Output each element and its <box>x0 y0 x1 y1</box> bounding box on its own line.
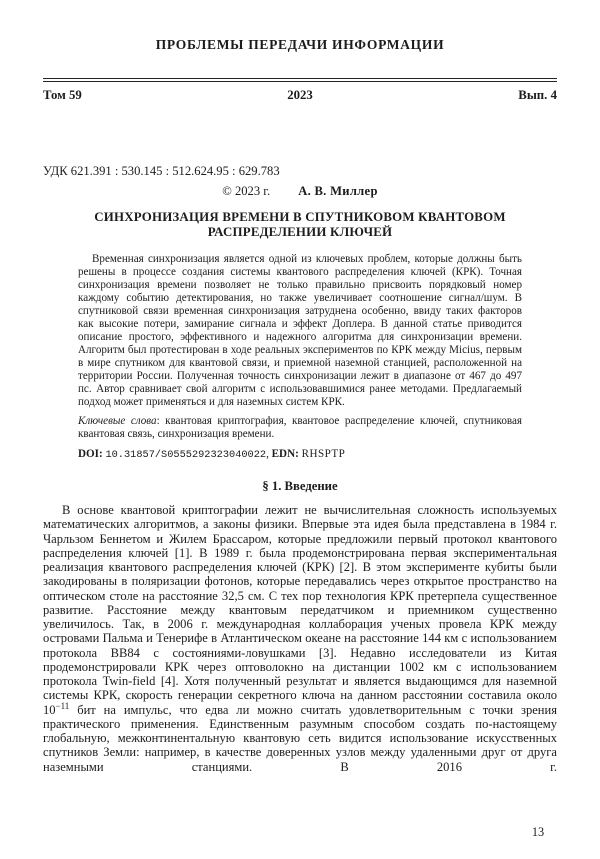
year-label: 2023 <box>287 88 313 102</box>
doi-edn-separator: , <box>266 448 272 460</box>
superscript-exponent: −11 <box>55 700 70 711</box>
paragraph-text-part1: В основе квантовой криптографии лежит не вычислительная сложность используемых математических алгоритмов, а законы физики. Впервые эта идея была представлена в 1984 г. Чарльзом Беннетом и Жилем Брассаром, которые предложили первый протокол квантового распределения ключей [1]. В 1989 г. была продемонстрирована первая экспериментальная реализация квантового распределения ключей (КРК) [2]. В этом эксперименте кубиты были закодированы в поляризации фотонов, которые передавались через открытое пространство на оптическом столе на расстояние 32,5 см. С тех пор технология КРК претерпела существенное развитие. Расстояние между квантовым передатчиком и приемником существенно увеличилось. Так, в 2006 г. международная коллаборация ученых провела КРК между островами Пальма и Тенерифе в Атлантическом океане на расстояние 144 км с использованием протокола BB84 с состояниями-ловушками [3]. Недавно исследователи из Китая продемонстрировали КРК через оптоволокно на дистанции 1002 км с использованием протокола Twin-field [4]. Хотя полученный результат и является выдающимся для наземной системы КРК, скорость генерации секретного ключа на данном расстоянии составила около 10 <box>43 503 557 717</box>
paragraph-text-part2: бит на импульс, что едва ли можно считать удовлетворительным с точки зрения практического применения. Единственным разумным способом создать по-настоящему глобальную, межконтинентальную квантовую сеть видится использование искусственных спутников Земли: например, в качестве доверенных узлов между удаленными друг от друга наземными станциями. В 2016 г. <box>43 702 557 774</box>
doi-edn-line <box>78 448 522 462</box>
doi-value: 10.31857/S0555292323040022 <box>105 449 267 461</box>
article-title <box>43 210 557 240</box>
abstract-text: Временная синхронизация является одной из ключевых проблем, которые должны быть решены в процессе создания системы квантового распределения ключей (КРК). Точная синхронизация времени позволяет не только правильно присвоить порядковый номер каждому событию детектирования, но также увеличивает соотношение сигнал/шум. В спутниковой связи временная синхронизация затруднена особенно, ввиду таких факторов как высокие потери, замирание сигнала и эффект Доплера. В данной статье приводится описание простого, эффективного и надежного алгоритма для синхронизации времени. Алгоритм был протестирован в ходе реальных экспериментов по КРК между Micius, первым в мире спутником для квантовой связи, и приемной наземной станцией, расположенной на территории России. Полученная точность синхронизации лежит в диапазоне от 467 до 497 пс. Автор сравнивает свой алгоритм с использовавшимися ранее методами. Предлагаемый подход может применяться и для наземных систем КРК. <box>78 253 522 408</box>
volume-label: Том 59 <box>43 88 82 102</box>
issue-label: Вып. 4 <box>518 88 557 102</box>
text-block <box>43 37 557 774</box>
article-title-line2: РАСПРЕДЕЛЕНИИ КЛЮЧЕЙ <box>207 225 393 239</box>
doi-label: DOI: <box>78 448 103 460</box>
section-1-heading: § 1. Введение <box>262 479 338 493</box>
journal-title: ПРОБЛЕМЫ ПЕРЕДАЧИ ИНФОРМАЦИИ <box>155 37 445 52</box>
udc-line: УДК 621.391 : 530.145 : 512.624.95 : 629.783 <box>43 164 280 178</box>
header-double-rule <box>43 78 557 82</box>
keywords-text: : квантовая криптография, квантовое распределение ключей, спутниковая квантовая связь, синхронизация времени. <box>78 415 522 440</box>
keywords-paragraph <box>78 415 522 441</box>
keywords-label: Ключевые слова <box>78 415 157 427</box>
article-title-line1: СИНХРОНИЗАЦИЯ ВРЕМЕНИ В СПУТНИКОВОМ КВАНТОВОМ <box>94 210 506 224</box>
abstract-block <box>78 253 522 462</box>
section-1-paragraph <box>43 503 557 774</box>
author-name: А. В. Миллер <box>298 184 378 198</box>
edn-value: RHSPTP <box>301 448 346 460</box>
edn-label: EDN: <box>271 448 299 460</box>
volume-issue-line <box>43 88 557 103</box>
page-number: 13 <box>531 825 545 839</box>
copyright-author-line <box>43 184 557 199</box>
copyright-notice: © 2023 г. <box>222 184 271 198</box>
